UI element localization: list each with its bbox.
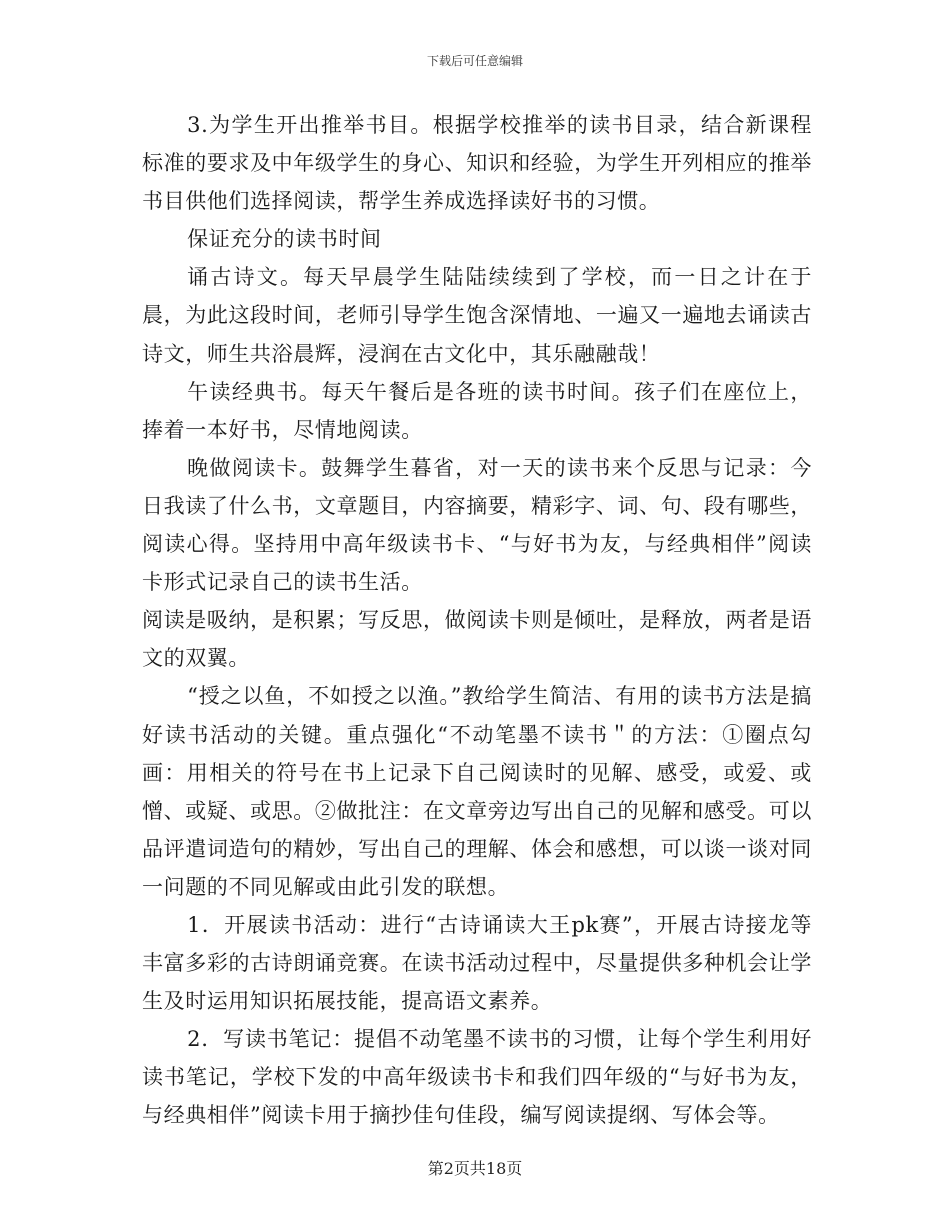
paragraph-reading-methods: “授之以鱼，不如授之以渔。”教给学生简洁、有用的读书方法是搞好读书活动的关键。重点强化“不动笔墨不读书＂的方法：①圈点勾画：用相关的符号在书上记录下自己阅读时的见解、感受，或爱、或憎、或疑、或思。②做批注：在文章旁边写出自己的见解和感受。可以品评遣词造句的精妙，写出自己的理解、体会和感想，可以谈一谈对同一问题的不同见解或由此引发的联想。 — [142, 684, 812, 899]
page-number: 第2页共18页 — [427, 1159, 523, 1178]
paragraph-reading-wings: 阅读是吸纳，是积累；写反思，做阅读卡则是倾吐，是释放，两者是语文的双翼。 — [142, 608, 812, 671]
paragraph-noon-reading: 午读经典书。每天午餐后是各班的读书时间。孩子们在座位上，捧着一本好书，尽情地阅读。 — [142, 379, 812, 442]
paragraph-reading-activities: 1．开展读书活动：进行“古诗诵读大王pk赛”，开展古诗接龙等丰富多彩的古诗朗诵竞赛。在读书活动过程中，尽量提供多种机会让学生及时运用知识拓展技能，提高语文素养。 — [142, 912, 812, 1014]
paragraph-reading-time-heading: 保证充分的读书时间 — [187, 227, 382, 252]
document-body — [142, 106, 812, 1135]
paragraph-evening-reading-card: 晚做阅读卡。鼓舞学生暮省，对一天的读书来个反思与记录：今日我读了什么书，文章题目，内容摘要，精彩字、词、句、段有哪些，阅读心得。坚持用中高年级读书卡、“与好书为友，与经典相伴”阅读卡形式记录自己的读书生活。 — [142, 455, 812, 595]
paragraph-morning-recitation: 诵古诗文。每天早晨学生陆陆续续到了学校，而一日之计在于晨，为此这段时间，老师引导学生饱含深情地、一遍又一遍地去诵读古诗文，师生共浴晨辉，浸润在古文化中，其乐融融哉！ — [142, 265, 812, 366]
paragraph-recommended-books: 3.为学生开出推举书目。根据学校推举的读书目录，结合新课程标准的要求及中年级学生的身心、知识和经验，为学生开列相应的推举书目供他们选择阅读，帮学生养成选择读好书的习惯。 — [142, 113, 812, 214]
paragraph-reading-notes: 2．写读书笔记：提倡不动笔墨不读书的习惯，让每个学生利用好读书笔记，学校下发的中高年级读书卡和我们四年级的“与好书为友，与经典相伴”阅读卡用于摘抄佳句佳段，编写阅读提纲、写体会等。 — [142, 1027, 812, 1128]
page-header: 下载后可任意编辑 — [426, 54, 523, 68]
